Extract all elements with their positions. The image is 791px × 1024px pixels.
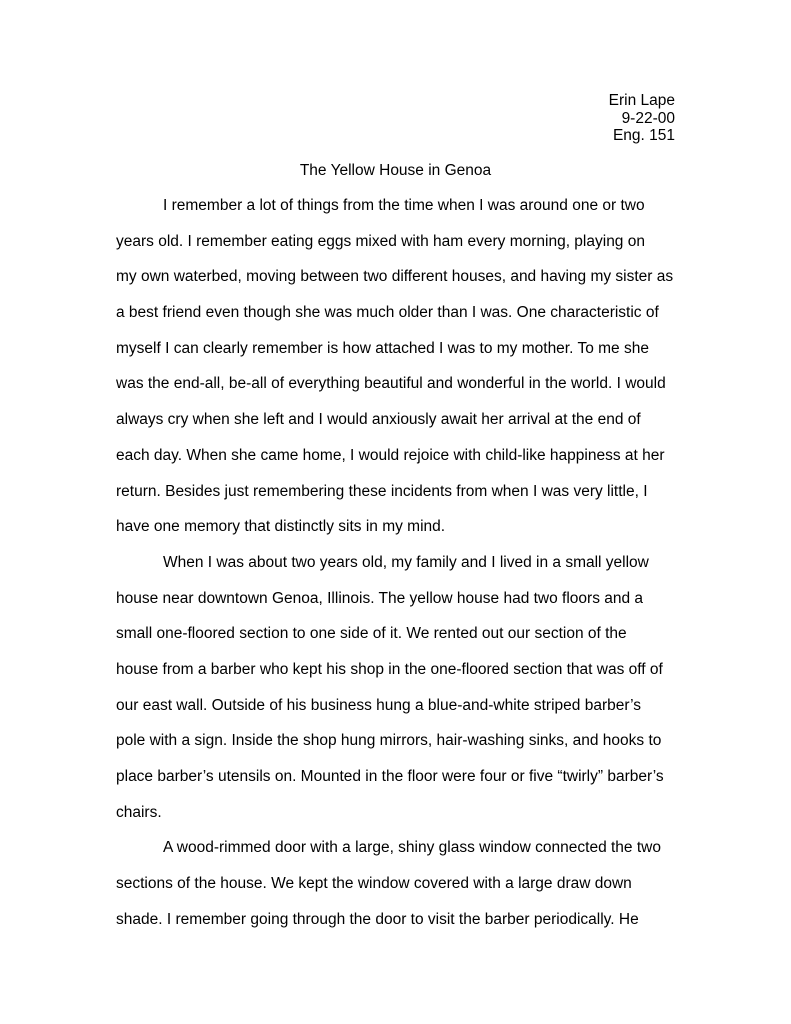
author-name: Erin Lape: [608, 92, 675, 109]
text-line: sections of the house. We kept the window covered with a large draw down: [116, 875, 632, 893]
date: 9-22-00: [621, 109, 675, 127]
text-line: a best friend even though she was much older than I was. One characteristic of: [116, 304, 659, 322]
text-line: A wood-rimmed door with a large, shiny glass window connected the two: [163, 839, 661, 857]
essay-title: The Yellow House in Genoa: [299, 162, 492, 179]
text-line: our east wall. Outside of his business hung a blue-and-white striped barber’s: [116, 696, 642, 714]
header-block: [609, 92, 675, 145]
text-line: each day. When she came home, I would rejoice with child-like happiness at her: [116, 446, 665, 464]
text-line: When I was about two years old, my family and I lived in a small yellow: [163, 553, 649, 571]
text-line: years old. I remember eating eggs mixed with ham every morning, playing on: [116, 232, 645, 250]
text-line: was the end-all, be-all of everything beautiful and wonderful in the world. I would: [116, 375, 666, 393]
text-line: house near downtown Genoa, Illinois. The yellow house had two floors and a: [116, 589, 644, 607]
text-line: pole with a sign. Inside the shop hung mirrors, hair-washing sinks, and hooks to: [116, 732, 662, 750]
course-name: Eng. 151: [612, 127, 675, 144]
text-line: shade. I remember going through the door to visit the barber periodically. He: [116, 910, 639, 928]
text-line: return. Besides just remembering these incidents from when I was very little, I: [116, 482, 648, 500]
text-line: my own waterbed, moving between two different houses, and having my sister as: [116, 268, 674, 286]
essay-body: [116, 188, 676, 937]
text-line: I remember a lot of things from the time when I was around one or two: [163, 197, 645, 214]
text-line: small one-floored section to one side of it. We rented out our section of the: [116, 625, 627, 643]
text-line: house from a barber who kept his shop in the one-floored section that was off of: [116, 660, 663, 678]
text-line: place barber’s utensils on. Mounted in the floor were four or five “twirly” barber’s: [116, 768, 664, 785]
text-line: chairs.: [116, 803, 162, 821]
text-line: always cry when she left and I would anxiously await her arrival at the end of: [116, 411, 641, 429]
text-line: have one memory that distinctly sits in my mind.: [116, 518, 446, 536]
text-line: myself I can clearly remember is how attached I was to my mother. To me she: [116, 339, 649, 357]
